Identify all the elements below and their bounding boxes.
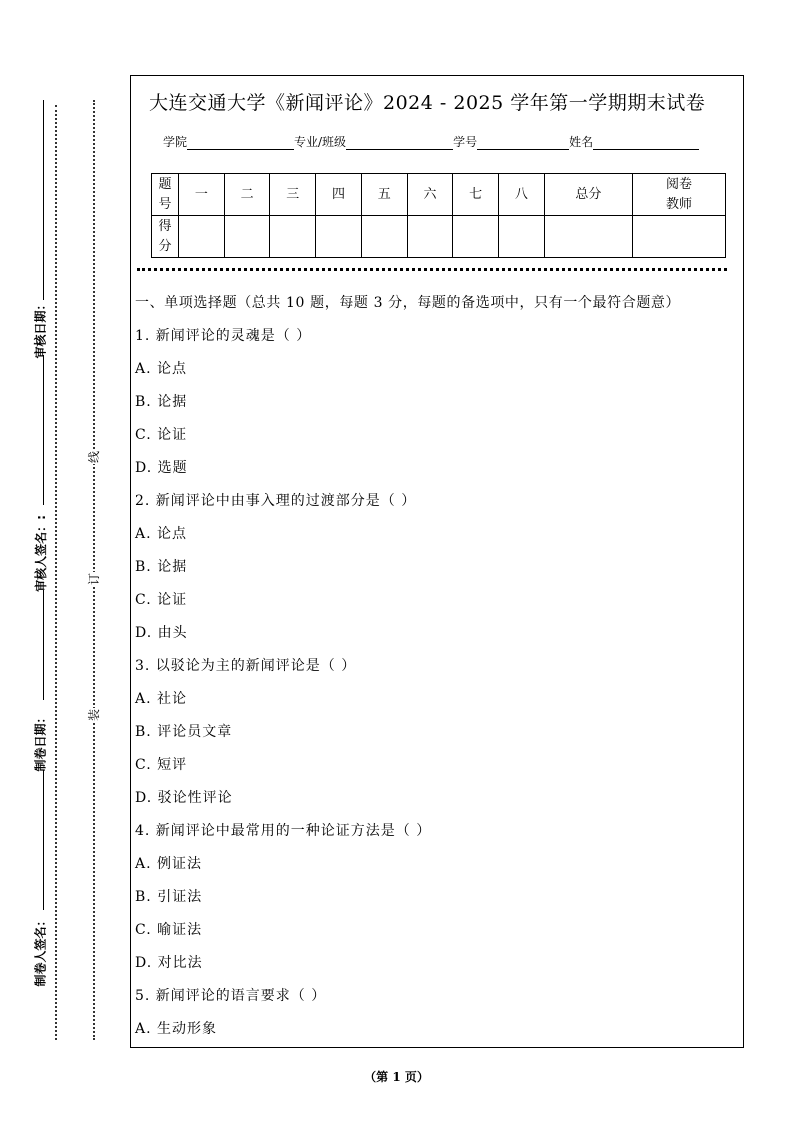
header-cell-grader: 阅卷 教师 bbox=[633, 174, 726, 216]
score-cell[interactable] bbox=[361, 216, 407, 258]
question-stem: 4. 新闻评论中最常用的一种论证方法是（ ） bbox=[135, 823, 432, 839]
major-class-label: 专业/班级 bbox=[294, 135, 347, 149]
answer-option: A. 论点 bbox=[135, 526, 188, 542]
question-stem: 3. 以驳论为主的新闻评论是（ ） bbox=[135, 658, 357, 674]
name-field[interactable] bbox=[593, 135, 699, 150]
score-cell-total[interactable] bbox=[544, 216, 632, 258]
score-table bbox=[151, 173, 726, 258]
dotted-separator bbox=[137, 268, 727, 271]
answer-option: A. 生动形象 bbox=[135, 1021, 218, 1037]
answer-option: B. 论据 bbox=[135, 394, 188, 410]
score-cell[interactable] bbox=[224, 216, 270, 258]
header-cell: 八 bbox=[499, 174, 545, 216]
bind-char-pack: 装 bbox=[87, 709, 101, 722]
answer-option: B. 论据 bbox=[135, 559, 188, 575]
answer-option: D. 驳论性评论 bbox=[135, 790, 233, 806]
answer-option: C. 论证 bbox=[135, 592, 188, 608]
row-label-score: 得 分 bbox=[152, 216, 179, 258]
header-cell: 三 bbox=[270, 174, 316, 216]
score-table-header-row bbox=[152, 174, 726, 216]
answer-option: C. 论证 bbox=[135, 427, 188, 443]
college-field[interactable] bbox=[187, 135, 294, 150]
binding-dotted-line bbox=[93, 100, 95, 1040]
score-cell[interactable] bbox=[179, 216, 225, 258]
score-cell-grader[interactable] bbox=[633, 216, 726, 258]
binding-margin bbox=[0, 0, 110, 1122]
bind-char-order: 订 bbox=[87, 573, 101, 586]
header-cell-total: 总分 bbox=[544, 174, 632, 216]
signature-line bbox=[43, 355, 44, 505]
header-cell: 七 bbox=[453, 174, 499, 216]
header-cell: 四 bbox=[316, 174, 362, 216]
score-cell[interactable] bbox=[453, 216, 499, 258]
review-date-label: 审核日期： bbox=[33, 298, 48, 359]
maker-sign-label: 制卷人签名： bbox=[33, 914, 48, 987]
major-class-field[interactable] bbox=[346, 135, 453, 150]
score-cell[interactable] bbox=[270, 216, 316, 258]
question-stem: 1. 新闻评论的灵魂是（ ） bbox=[135, 328, 312, 344]
student-id-label: 学号 bbox=[453, 135, 478, 149]
row-label-question-no: 题 号 bbox=[152, 174, 179, 216]
header-cell: 二 bbox=[224, 174, 270, 216]
make-date-label: 制卷日期： bbox=[33, 711, 48, 772]
answer-option: A. 例证法 bbox=[135, 856, 203, 872]
reviewer-sign-label: 审核人签名：: bbox=[33, 515, 48, 592]
answer-option: B. 评论员文章 bbox=[135, 724, 233, 740]
header-cell: 五 bbox=[361, 174, 407, 216]
answer-option: A. 社论 bbox=[135, 691, 188, 707]
bind-char-line: 线 bbox=[87, 451, 101, 464]
section-single-choice bbox=[135, 293, 735, 1052]
signature-line bbox=[43, 100, 44, 300]
header-cell: 一 bbox=[179, 174, 225, 216]
binding-dotted-line bbox=[55, 105, 57, 1040]
exam-frame bbox=[130, 75, 744, 1048]
score-cell[interactable] bbox=[316, 216, 362, 258]
answer-option: A. 论点 bbox=[135, 361, 188, 377]
answer-option: B. 引证法 bbox=[135, 889, 203, 905]
question-stem: 2. 新闻评论中由事入理的过渡部分是（ ） bbox=[135, 493, 417, 509]
signature-line bbox=[43, 770, 44, 910]
section-heading: 一、单项选择题（总共 10 题，每题 3 分，每题的备选项中，只有一个最符合题意） bbox=[135, 295, 681, 311]
exam-title: 大连交通大学《新闻评论》2024 - 2025 学年第一学期期末试卷 bbox=[149, 92, 706, 114]
question-stem: 5. 新闻评论的语言要求（ ） bbox=[135, 988, 327, 1004]
student-info-row bbox=[163, 133, 723, 150]
college-label: 学院 bbox=[163, 135, 188, 149]
score-table-score-row bbox=[152, 216, 726, 258]
score-cell[interactable] bbox=[499, 216, 545, 258]
answer-option: C. 喻证法 bbox=[135, 922, 203, 938]
header-cell: 六 bbox=[407, 174, 453, 216]
signature-line bbox=[43, 590, 44, 700]
answer-option: D. 对比法 bbox=[135, 955, 203, 971]
name-label: 姓名 bbox=[569, 135, 594, 149]
page-number: （第 1 页） bbox=[364, 1070, 429, 1084]
student-id-field[interactable] bbox=[477, 135, 569, 150]
answer-option: C. 短评 bbox=[135, 757, 188, 773]
answer-option: D. 由头 bbox=[135, 625, 188, 641]
answer-option: D. 选题 bbox=[135, 460, 188, 476]
score-cell[interactable] bbox=[407, 216, 453, 258]
